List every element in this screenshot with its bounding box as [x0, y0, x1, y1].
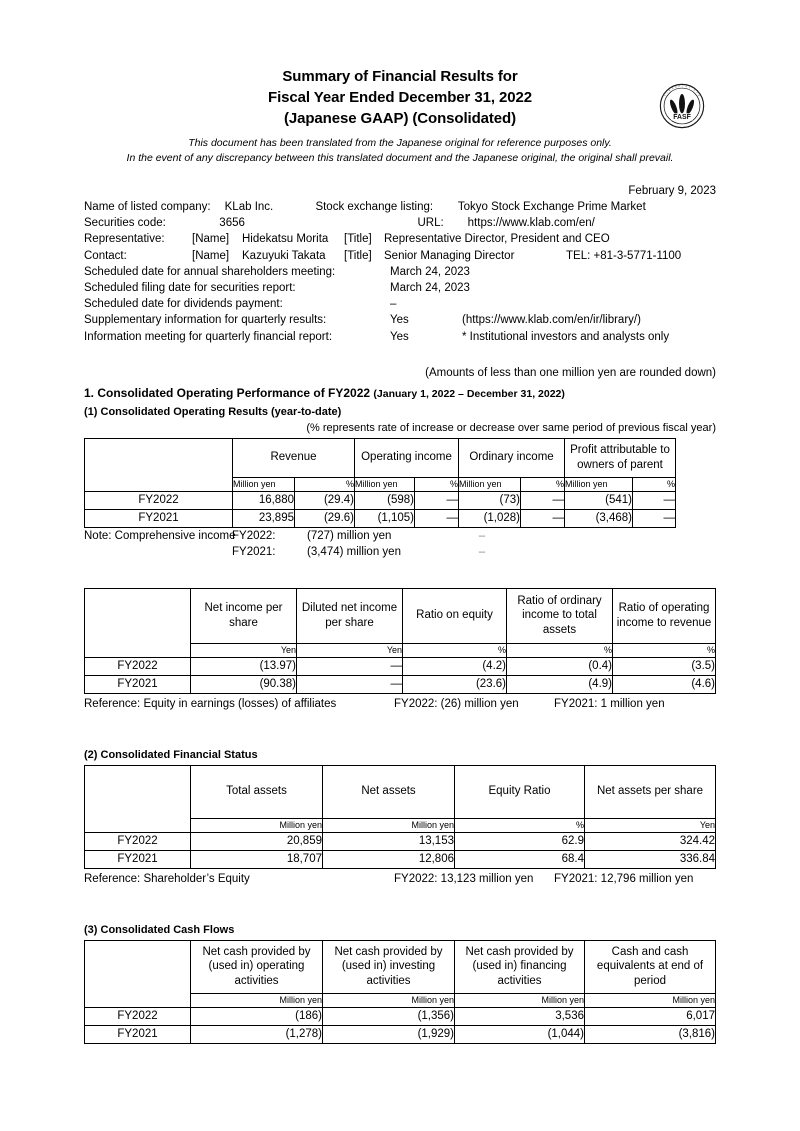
disclaimer-line-1: This document has been translated from the Japanese original for reference purposes only.: [188, 137, 612, 149]
cell-total-assets-fy2022: 20,859: [191, 832, 323, 850]
info-row-information-meeting: [84, 329, 716, 345]
table-header-row: [85, 438, 676, 477]
header-net-assets-per-share: Net assets per share: [585, 765, 716, 818]
cell-investing-cf-fy2021: (1,929): [323, 1025, 455, 1043]
svg-text:A: A: [685, 85, 687, 89]
cell-revenue-pct-fy2021: (29.6): [295, 509, 355, 527]
title-line-2: Fiscal Year Ended December 31, 2022: [268, 89, 532, 106]
unit-ratio-operating-to-revenue: %: [613, 643, 716, 657]
header-operating-cash-flow: Net cash provided by (used in) operating activities: [191, 940, 323, 993]
header-profit-attributable: Profit attributable to owners of parent: [565, 438, 676, 477]
value-contact-name: Kazuyuki Takata: [242, 249, 326, 262]
row-label-fy2022: FY2022: [85, 657, 191, 675]
cell-net-income-per-share-fy2021: (90.38): [191, 675, 297, 693]
translation-disclaimer: [84, 136, 716, 166]
reference-fy2021: FY2021: 1 million yen: [554, 697, 665, 710]
title-line-1: Summary of Financial Results for: [282, 68, 518, 85]
section-1-title: 1. Consolidated Operating Performance of FY2022: [84, 385, 371, 400]
value-supplementary-info: Yes: [390, 314, 409, 327]
corner-cell: [85, 438, 233, 491]
unit-financing-cash-flow: Million yen: [455, 993, 585, 1007]
document-title: [84, 0, 716, 129]
reference-label: Reference: Shareholder’s Equity: [84, 872, 250, 885]
unit-investing-cash-flow: Million yen: [323, 993, 455, 1007]
cell-net-assets-per-share-fy2021: 336.84: [585, 850, 716, 868]
cell-revenue-fy2022: 16,880: [233, 491, 295, 509]
cell-operating-fy2022: (598): [355, 491, 415, 509]
value-url[interactable]: https://www.klab.com/en/: [467, 217, 595, 230]
cell-revenue-fy2021: 23,895: [233, 509, 295, 527]
table-row: [85, 832, 716, 850]
svg-text:D: D: [697, 94, 700, 97]
fasf-seal-text: FASF: [673, 113, 691, 121]
header-net-income-per-share: Net income per share: [191, 588, 297, 643]
note-label: Note: Comprehensive income: [84, 529, 236, 542]
label-supplementary-info: Supplementary information for quarterly results:: [84, 314, 327, 327]
unit-cash-equivalents-end: Million yen: [585, 993, 716, 1007]
label-securities-report: Scheduled filing date for securities report:: [84, 281, 296, 294]
header-ratio-ordinary-to-assets: Ratio of ordinary income to total assets: [507, 588, 613, 643]
section-1-heading: [84, 385, 716, 403]
unit-revenue-pct: %: [295, 477, 355, 491]
info-row-representative: [84, 231, 716, 247]
cell-ordinary-pct-fy2022: —: [521, 491, 565, 509]
reference-label: Reference: Equity in earnings (losses) of affiliates: [84, 697, 337, 710]
cell-net-assets-fy2021: 12,806: [323, 850, 455, 868]
info-row-shareholders-meeting: [84, 264, 716, 280]
unit-operating-cash-flow: Million yen: [191, 993, 323, 1007]
cell-ordinary-fy2021: (1,028): [459, 509, 521, 527]
cell-net-income-per-share-fy2022: (13.97): [191, 657, 297, 675]
section-1-1-heading: (1) Consolidated Operating Results (year-to-date): [84, 405, 342, 418]
unit-ratio-on-equity: %: [403, 643, 507, 657]
table-row: [85, 1007, 716, 1025]
unit-profit-pct: %: [633, 477, 676, 491]
cell-financing-cf-fy2022: 3,536: [455, 1007, 585, 1025]
note-dash-fy2021: –: [478, 545, 486, 558]
tag-title-representative: [Title]: [344, 233, 372, 246]
cell-total-assets-fy2021: 18,707: [191, 850, 323, 868]
header-ratio-on-equity: Ratio on equity: [403, 588, 507, 643]
info-row-supplementary-info: [84, 312, 716, 328]
header-operating-income: Operating income: [355, 438, 459, 477]
cell-ordinary-pct-fy2021: —: [521, 509, 565, 527]
cell-operating-fy2021: (1,105): [355, 509, 415, 527]
table-row: [85, 657, 716, 675]
label-dividends-payment: Scheduled date for dividends payment:: [84, 298, 283, 311]
cell-ratio-operating-revenue-fy2022: (3.5): [613, 657, 716, 675]
section-1-2-heading: (2) Consolidated Financial Status: [84, 748, 258, 761]
cell-cash-equivalents-fy2021: (3,816): [585, 1025, 716, 1043]
cell-profit-fy2021: (3,468): [565, 509, 633, 527]
link-supplementary-info[interactable]: (https://www.klab.com/en/ir/library/): [462, 314, 641, 327]
cell-net-assets-per-share-fy2022: 324.42: [585, 832, 716, 850]
row-label-fy2022: FY2022: [85, 1007, 191, 1025]
svg-text:C: C: [678, 85, 681, 88]
cell-revenue-pct-fy2022: (29.4): [295, 491, 355, 509]
row-label-fy2022: FY2022: [85, 491, 233, 509]
cell-ratio-equity-fy2022: (4.2): [403, 657, 507, 675]
unit-ordinary-million: Million yen: [459, 477, 521, 491]
unit-operating-pct: %: [415, 477, 459, 491]
document-content: [84, 0, 716, 1044]
unit-profit-million: Million yen: [565, 477, 633, 491]
svg-text:I: I: [666, 92, 669, 94]
value-securities-report: March 24, 2023: [390, 281, 470, 294]
header-ratio-operating-to-revenue: Ratio of operating income to revenue: [613, 588, 716, 643]
row-label-fy2022: FY2022: [85, 832, 191, 850]
header-total-assets: Total assets: [191, 765, 323, 818]
table-row: [85, 850, 716, 868]
value-dividends-payment: –: [390, 298, 397, 311]
percent-note: (% represents rate of increase or decrease over same period of previous fiscal year): [306, 421, 716, 434]
unit-equity-ratio: %: [455, 818, 585, 832]
company-information: [84, 199, 716, 345]
cell-cash-equivalents-fy2022: 6,017: [585, 1007, 716, 1025]
unit-ratio-ordinary-to-assets: %: [507, 643, 613, 657]
reference-fy2022: FY2022: 13,123 million yen: [394, 872, 534, 885]
corner-cell: [85, 588, 191, 657]
cell-profit-pct-fy2022: —: [633, 491, 676, 509]
corner-cell: [85, 765, 191, 832]
cell-equity-ratio-fy2021: 68.4: [455, 850, 585, 868]
svg-text:L: L: [688, 86, 691, 90]
tag-name-contact: [Name]: [192, 249, 230, 262]
table-row: [85, 509, 676, 527]
unit-net-income-per-share: Yen: [191, 643, 297, 657]
value-contact-title: Senior Managing Director: [384, 249, 515, 262]
table-header-row: [85, 588, 716, 643]
value-shareholders-meeting: March 24, 2023: [390, 265, 470, 278]
table-row: [85, 1025, 716, 1043]
header-cash-equivalents-end: Cash and cash equivalents at end of period: [585, 940, 716, 993]
table-per-share-ratios: [84, 588, 716, 694]
unit-net-assets: Million yen: [323, 818, 455, 832]
label-stock-exchange: Stock exchange listing:: [315, 201, 434, 213]
note-row-fy2022: [84, 528, 716, 544]
cell-ratio-ordinary-assets-fy2021: (4.9): [507, 675, 613, 693]
table-row: [85, 491, 676, 509]
cell-ratio-operating-revenue-fy2021: (4.6): [613, 675, 716, 693]
disclaimer-line-2: In the event of any discrepancy between this translated document and the Japanese original, the original shall prevail.: [126, 152, 674, 164]
value-contact-tel: TEL: +81-3-5771-1100: [566, 249, 682, 262]
cell-ratio-equity-fy2021: (23.6): [403, 675, 507, 693]
cell-profit-fy2022: (541): [565, 491, 633, 509]
label-information-meeting: Information meeting for quarterly financial report:: [84, 330, 333, 343]
unit-net-assets-per-share: Yen: [585, 818, 716, 832]
header-diluted-net-income-per-share: Diluted net income per share: [297, 588, 403, 643]
unit-ordinary-pct: %: [521, 477, 565, 491]
reference-fy2021: FY2021: 12,796 million yen: [554, 872, 694, 885]
cell-operating-pct-fy2021: —: [415, 509, 459, 527]
unit-operating-million: Million yen: [355, 477, 415, 491]
note-value-fy2022: (727) million yen: [307, 529, 392, 542]
row-label-fy2021: FY2021: [85, 1025, 191, 1043]
value-company-name: KLab Inc.: [224, 201, 274, 213]
reference-fy2022: FY2022: (26) million yen: [394, 697, 519, 710]
value-securities-code: 3656: [219, 217, 245, 230]
cell-investing-cf-fy2022: (1,356): [323, 1007, 455, 1025]
svg-text:N: N: [675, 86, 678, 89]
release-date: February 9, 2023: [628, 185, 716, 197]
svg-text:I: I: [682, 85, 683, 88]
value-information-meeting: Yes: [390, 330, 409, 343]
value-stock-exchange: Tokyo Stock Exchange Prime Market: [457, 201, 646, 213]
comprehensive-income-note: [84, 528, 716, 560]
header-net-assets: Net assets: [323, 765, 455, 818]
cell-ordinary-fy2022: (73): [459, 491, 521, 509]
row-label-fy2021: FY2021: [85, 675, 191, 693]
label-representative: Representative:: [84, 233, 165, 246]
table-header-row: [85, 940, 716, 993]
table-operating-results: [84, 438, 676, 528]
reference-shareholders-equity: [84, 871, 716, 887]
table-row: [85, 675, 716, 693]
table-header-row: [85, 765, 716, 818]
label-company-name: Name of listed company:: [84, 201, 211, 213]
cell-financing-cf-fy2021: (1,044): [455, 1025, 585, 1043]
note-value-fy2021: (3,474) million yen: [307, 545, 401, 558]
row-label-fy2021: FY2021: [85, 850, 191, 868]
title-line-3: (Japanese GAAP) (Consolidated): [283, 110, 517, 127]
unit-total-assets: Million yen: [191, 818, 323, 832]
svg-text:F: F: [664, 94, 667, 97]
cell-operating-cf-fy2021: (1,278): [191, 1025, 323, 1043]
svg-text:A: A: [671, 87, 674, 91]
info-row-securities-code: [84, 215, 716, 231]
cell-profit-pct-fy2021: —: [633, 509, 676, 527]
label-securities-code: Securities code:: [84, 217, 166, 230]
note-period-fy2021: FY2021:: [232, 545, 276, 558]
header-investing-cash-flow: Net cash provided by (used in) investing activities: [323, 940, 455, 993]
info-row-company-name: [84, 199, 716, 215]
note-row-fy2021: [84, 544, 716, 560]
reference-equity-in-earnings: [84, 696, 716, 712]
svg-text:T: T: [695, 91, 698, 95]
info-row-contact: [84, 248, 716, 264]
value-representative-title: Representative Director, President and CEO: [384, 233, 610, 246]
table-financial-status: [84, 765, 716, 869]
tag-name-representative: [Name]: [192, 233, 230, 246]
info-row-securities-report: [84, 280, 716, 296]
info-row-dividends-payment: [84, 296, 716, 312]
label-url: URL:: [417, 217, 444, 230]
cell-operating-pct-fy2022: —: [415, 491, 459, 509]
note-label-spacer: [84, 544, 232, 560]
tag-title-contact: [Title]: [344, 249, 372, 262]
header-ordinary-income: Ordinary income: [459, 438, 565, 477]
section-1-3-heading: (3) Consolidated Cash Flows: [84, 923, 235, 936]
header-revenue: Revenue: [233, 438, 355, 477]
row-label-fy2021: FY2021: [85, 509, 233, 527]
unit-diluted-net-income-per-share: Yen: [297, 643, 403, 657]
cell-equity-ratio-fy2022: 62.9: [455, 832, 585, 850]
note-period-fy2022: FY2022:: [232, 529, 276, 542]
note-dash-fy2022: –: [478, 529, 486, 542]
svg-text:S: S: [692, 89, 696, 92]
table-cash-flows: [84, 940, 716, 1044]
cell-net-assets-fy2022: 13,153: [323, 832, 455, 850]
corner-cell: [85, 940, 191, 1007]
cell-diluted-fy2022: —: [297, 657, 403, 675]
unit-revenue-million: Million yen: [233, 477, 295, 491]
header-equity-ratio: Equity Ratio: [455, 765, 585, 818]
rounding-note: (Amounts of less than one million yen are rounded down): [425, 366, 716, 379]
header-financing-cash-flow: Net cash provided by (used in) financing activities: [455, 940, 585, 993]
label-shareholders-meeting: Scheduled date for annual shareholders meeting:: [84, 265, 336, 278]
cell-diluted-fy2021: —: [297, 675, 403, 693]
label-contact: Contact:: [84, 249, 127, 262]
svg-text:N: N: [668, 89, 672, 93]
value-representative-name: Hidekatsu Morita: [242, 233, 329, 246]
cell-ratio-ordinary-assets-fy2022: (0.4): [507, 657, 613, 675]
section-1-period: (January 1, 2022 – December 31, 2022): [373, 387, 565, 400]
cell-operating-cf-fy2022: (186): [191, 1007, 323, 1025]
note-information-meeting: * Institutional investors and analysts only: [462, 330, 670, 343]
